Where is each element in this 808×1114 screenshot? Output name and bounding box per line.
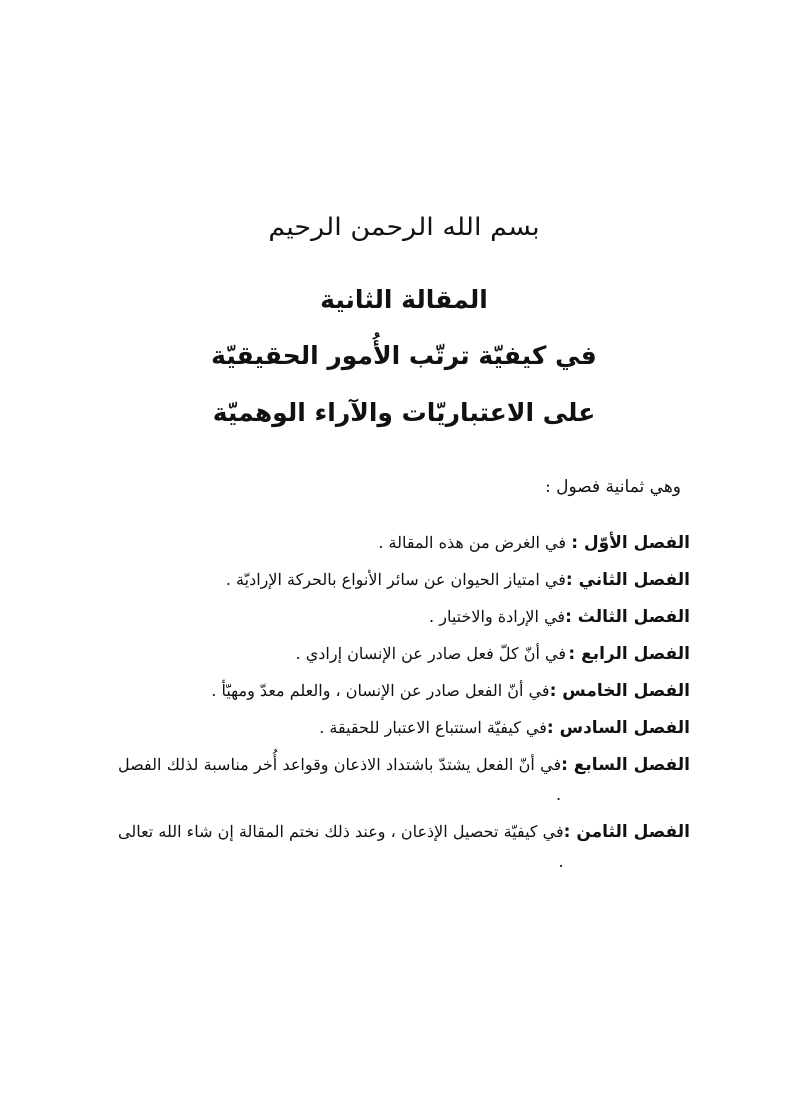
chapter-label: الفصل السادس : bbox=[546, 718, 690, 738]
basmala-calligraphy: بسم الله الرحمن الرحيم bbox=[268, 213, 540, 242]
chapter-description: في الغرض من هذه المقالة . bbox=[378, 533, 566, 552]
chapter-item-7 bbox=[118, 750, 690, 810]
chapter-description: في أنّ الفعل يشتدّ باشتداد الاذعان وقواعد أُخر مناسبة لذلك الفصل . bbox=[118, 755, 562, 804]
chapter-list bbox=[118, 528, 690, 884]
chapter-item-1 bbox=[118, 528, 690, 558]
section-title: المقالة الثانية bbox=[320, 285, 488, 314]
section-subtitle-line-2: على الاعتباريّات والآراء الوهميّة bbox=[212, 398, 596, 427]
chapter-item-6 bbox=[118, 713, 690, 743]
chapter-description: في الإرادة والاختيار . bbox=[429, 607, 566, 626]
chapter-description: في امتياز الحيوان عن سائر الأنواع بالحركة الإراديّة . bbox=[225, 570, 566, 589]
chapter-description: في أنّ الفعل صادر عن الإنسان ، والعلم معدّ ومهيّأ . bbox=[211, 681, 550, 700]
chapter-item-4 bbox=[118, 639, 690, 669]
chapter-label: الفصل السابع : bbox=[561, 755, 690, 775]
chapter-item-5 bbox=[118, 676, 690, 706]
chapter-label: الفصل الثاني : bbox=[565, 570, 690, 590]
chapter-item-8 bbox=[118, 817, 690, 877]
chapter-item-3 bbox=[118, 602, 690, 632]
chapter-label: الفصل الأوّل : bbox=[571, 533, 690, 553]
section-subtitle-line-1: في كيفيّة ترتّب الأُمور الحقيقيّة bbox=[211, 341, 597, 370]
chapter-label: الفصل الثامن : bbox=[563, 822, 690, 842]
chapter-description: في كيفيّة تحصيل الإذعان ، وعند ذلك نختم المقالة إن شاء الله تعالى . bbox=[118, 822, 564, 871]
intro-text: وهي ثمانية فصول : bbox=[545, 477, 681, 497]
chapter-label: الفصل الخامس : bbox=[549, 681, 690, 701]
chapter-description: في كيفيّة استتباع الاعتبار للحقيقة . bbox=[319, 718, 547, 737]
chapter-item-2 bbox=[118, 565, 690, 595]
chapter-label: الفصل الرابع : bbox=[568, 644, 690, 664]
chapter-label: الفصل الثالث : bbox=[565, 607, 690, 627]
chapter-description: في أنّ كلّ فعل صادر عن الإنسان إرادي . bbox=[295, 644, 566, 663]
